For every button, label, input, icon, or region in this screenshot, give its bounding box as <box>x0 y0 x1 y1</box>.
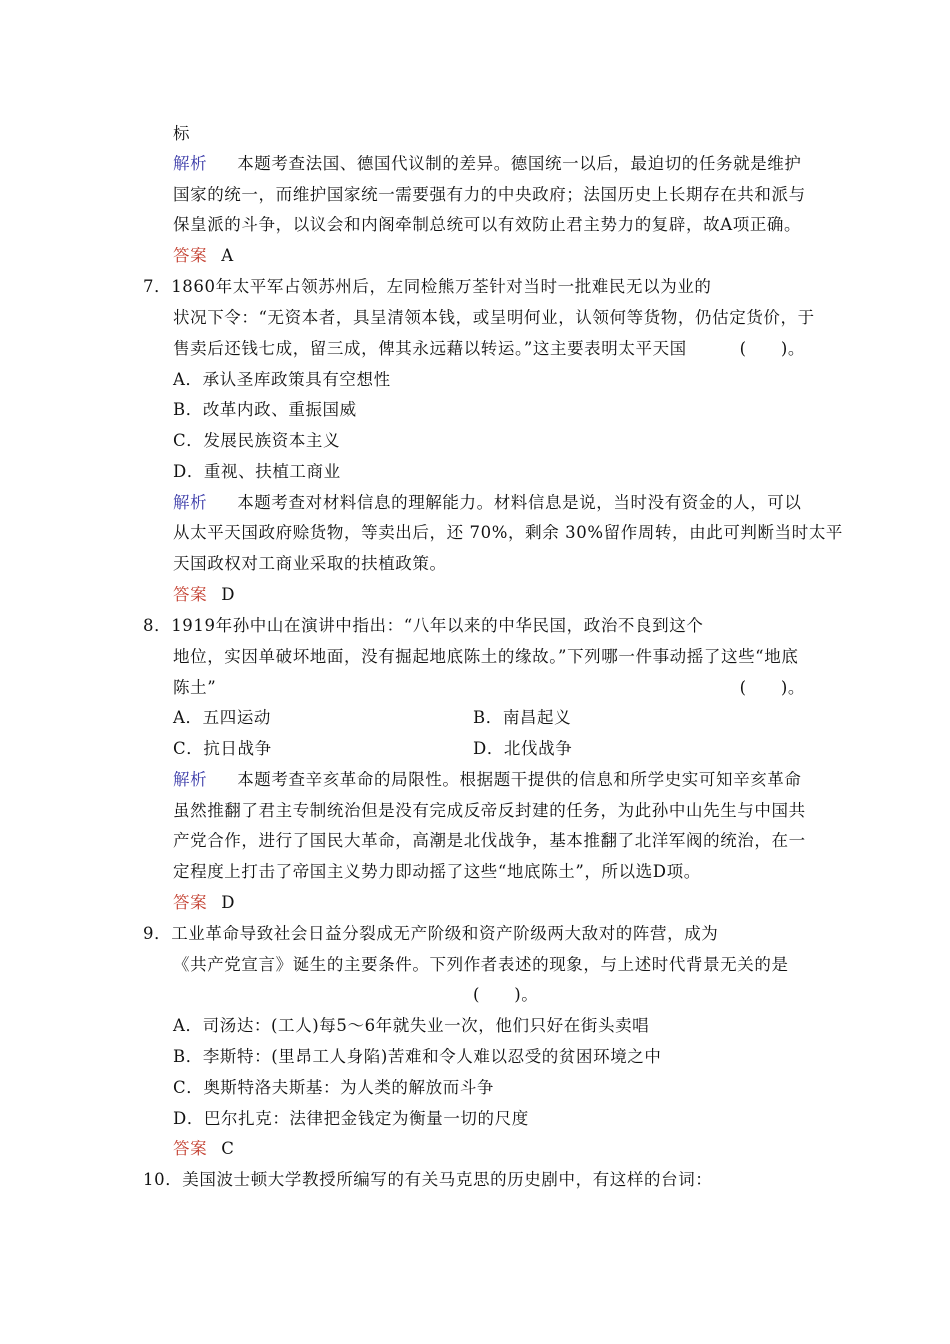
q7-analysis-line-1: 解析 本题考查对材料信息的理解能力。材料信息是说，当时没有资金的人，可以 <box>173 493 802 512</box>
q8-option-b: B．南昌起义 <box>473 708 572 727</box>
q9-option-b: B．李斯特：(里昂工人身陷)苦难和令人难以忍受的贫困环境之中 <box>173 1047 662 1066</box>
q7-option-a: A．承认圣库政策具有空想性 <box>173 370 391 389</box>
q8-option-d: D．北伐战争 <box>473 739 573 758</box>
q7-stem-line-3: 售卖后还钱七成，留三成，俾其永远藉以转运。”这主要表明太平天国 ( )。 <box>173 339 805 358</box>
q8-answer <box>173 892 235 914</box>
q7-option-d: D．重视、扶植工商业 <box>173 462 341 481</box>
q7-stem-line-2: 状况下令：“无资本者，具呈清领本钱，或呈明何业，认领何等货物，仍估定货价，于 <box>173 308 815 327</box>
top-fragment: 标 <box>173 124 191 143</box>
question-number: 10． <box>143 1170 183 1189</box>
question-number: 9． <box>143 924 172 943</box>
q7-option-b: B．改革内政、重振国威 <box>173 400 357 419</box>
q8-analysis-line-3: 产党合作，进行了国民大革命，高潮是北伐战争，基本推翻了北洋军阀的统治，在一 <box>173 831 806 850</box>
question-number: 7． <box>143 277 172 296</box>
q8-analysis-line-4: 定程度上打击了帝国主义势力即动摇了这些“地底陈土”，所以选D项。 <box>173 862 701 881</box>
answer-label: 答案 <box>173 585 208 604</box>
answer-value: D <box>221 893 236 912</box>
q7-answer <box>173 584 235 606</box>
q9-stem-line-1: 9．工业革命导致社会日益分裂成无产阶级和资产阶级两大敌对的阵营，成为 <box>143 924 719 943</box>
q10-stem-line-1: 10．美国波士顿大学教授所编写的有关马克思的历史剧中，有这样的台词： <box>143 1170 713 1189</box>
answer-label: 答案 <box>173 893 208 912</box>
q8-stem-line-3: 陈土” ( )。 <box>173 678 805 697</box>
q8-analysis-line-2: 虽然推翻了君主专制统治但是没有完成反帝反封建的任务，为此孙中山先生与中国共 <box>173 801 806 820</box>
analysis-label: 解析 <box>173 770 208 789</box>
analysis-label: 解析 <box>173 154 208 173</box>
q7-stem-line-1: 7．1860年太平军占领苏州后，左同检熊万荃针对当时一批难民无以为业的 <box>143 277 712 296</box>
q8-stem-line-2: 地位，实因单破坏地面，没有掘起地底陈土的缘故。”下列哪一件事动摇了这些“地底 <box>173 647 799 666</box>
answer-paren: ( )。 <box>739 339 805 358</box>
answer-value: D <box>221 585 236 604</box>
q7-option-c: C．发展民族资本主义 <box>173 431 341 450</box>
q7-analysis-line-2: 从太平天国政府赊货物，等卖出后，还 70%，剩余 30%留作周转，由此可判断当时太平 <box>173 523 844 542</box>
q6-analysis-line-1: 解析 本题考查法国、德国代议制的差异。德国统一以后，最迫切的任务就是维护 <box>173 154 802 173</box>
answer-label: 答案 <box>173 246 208 265</box>
q9-option-d: D．巴尔扎克：法律把金钱定为衡量一切的尺度 <box>173 1109 529 1128</box>
answer-label: 答案 <box>173 1139 208 1158</box>
q9-answer-paren: ( )。 <box>473 985 539 1004</box>
answer-value: A <box>221 246 234 265</box>
question-number: 8． <box>143 616 172 635</box>
q9-answer <box>173 1138 234 1160</box>
q8-analysis-line-1: 解析 本题考查辛亥革命的局限性。根据题干提供的信息和所学史实可知辛亥革命 <box>173 770 802 789</box>
q9-option-c: C．奥斯特洛夫斯基：为人类的解放而斗争 <box>173 1078 495 1097</box>
answer-paren: ( )。 <box>739 678 805 697</box>
q9-option-a: A．司汤达：(工人)每5～6年就失业一次，他们只好在街头卖唱 <box>173 1016 650 1035</box>
answer-value: C <box>221 1139 235 1158</box>
q8-option-c: C．抗日战争 <box>173 739 272 758</box>
q7-analysis-line-3: 天国政权对工商业采取的扶植政策。 <box>173 554 447 573</box>
q6-answer <box>173 245 234 267</box>
q6-analysis-line-3: 保皇派的斗争，以议会和内阁牵制总统可以有效防止君主势力的复辟，故A项正确。 <box>173 215 802 234</box>
q6-analysis-line-2: 国家的统一，而维护国家统一需要强有力的中央政府；法国历史上长期存在共和派与 <box>173 185 806 204</box>
q9-stem-line-2: 《共产党宣言》诞生的主要条件。下列作者表述的现象，与上述时代背景无关的是 <box>173 955 789 974</box>
analysis-label: 解析 <box>173 493 208 512</box>
q8-stem-line-1: 8．1919年孙中山在演讲中指出：“八年以来的中华民国，政治不良到这个 <box>143 616 704 635</box>
q8-option-a: A．五四运动 <box>173 708 272 727</box>
